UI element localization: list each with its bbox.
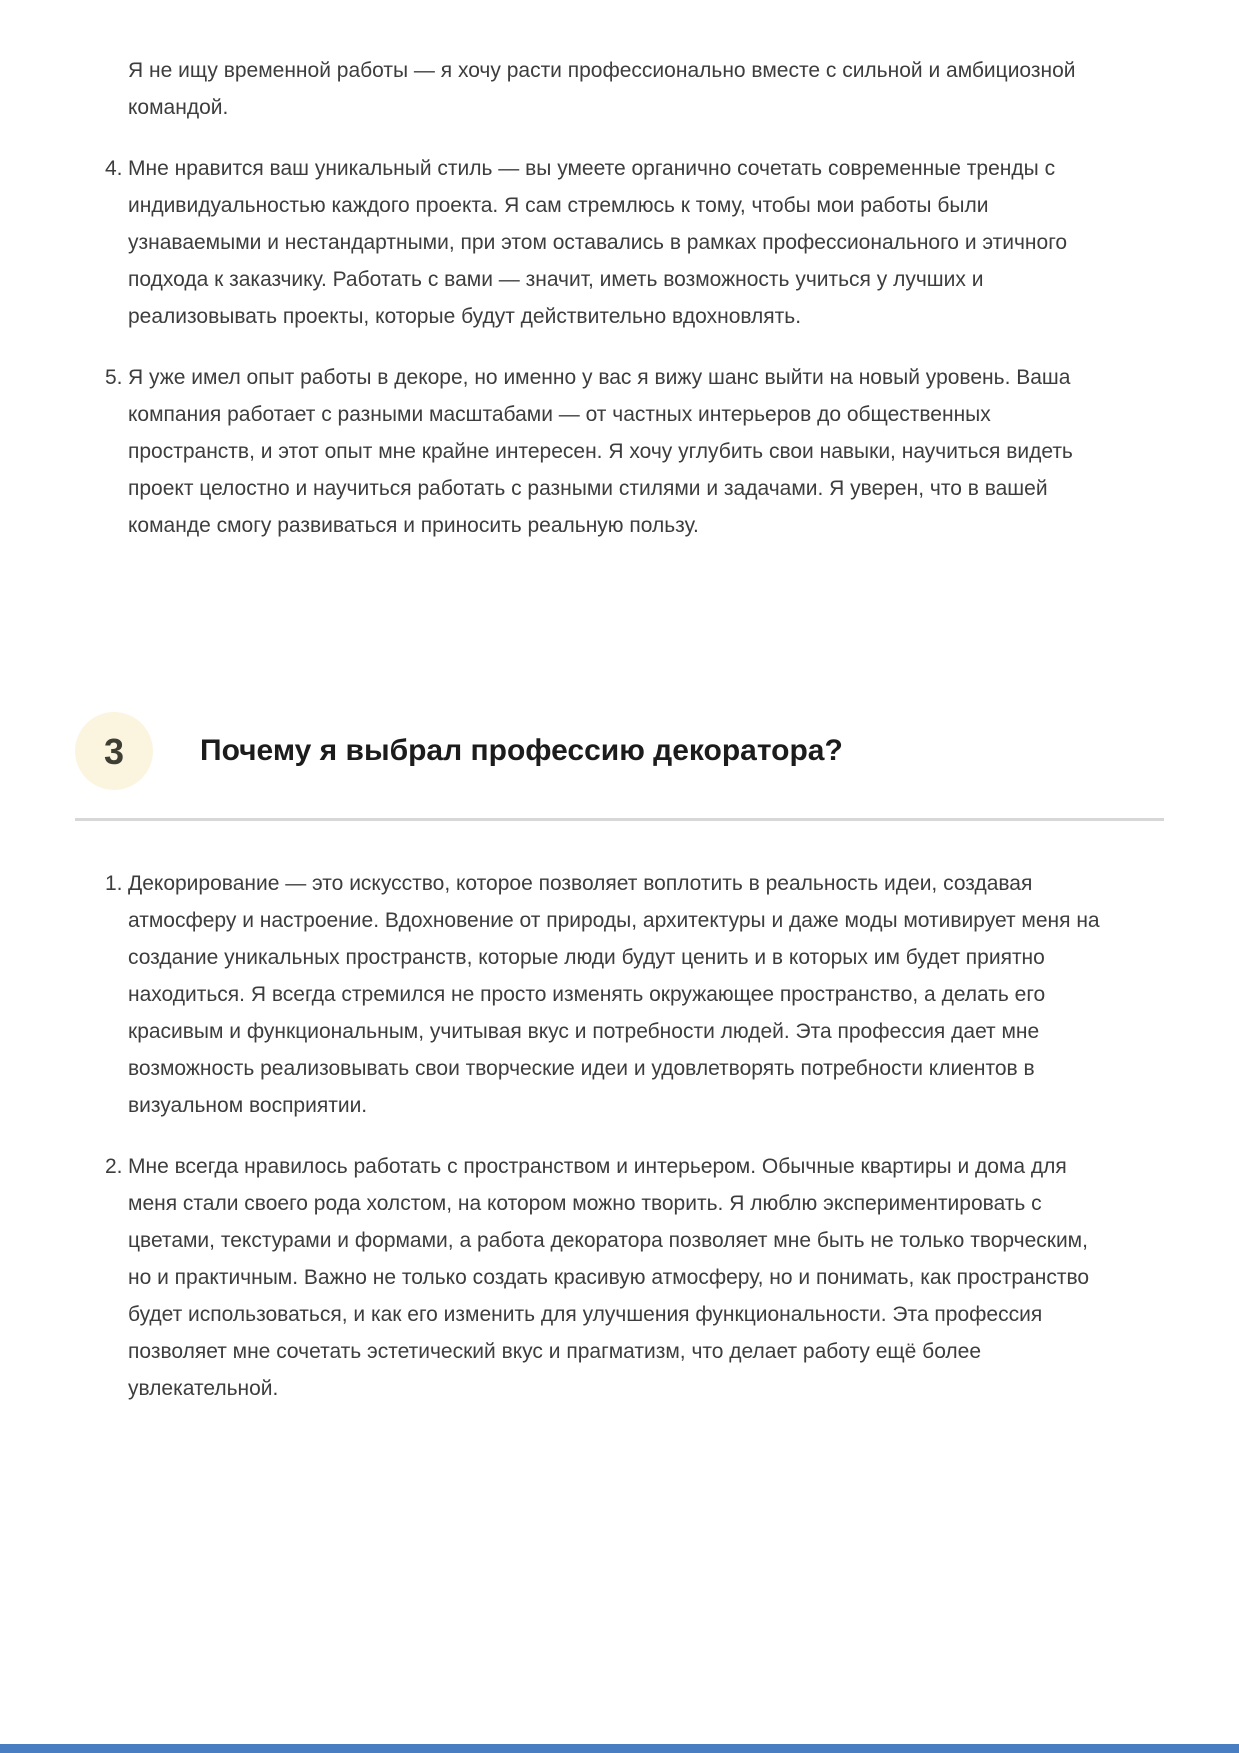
list-item-text: Декорирование — это искусство, которое позволяет воплотить в реальность идеи, создавая атмосферу и настроение. Вдохновение от природы, архитектуры и даже моды мотивирует меня на создание уникальных пространств, которые люди будут ценить и в которых им будет приятно находиться. Я всегда стремился не просто изменять окружающее пространство, а делать его красивым и функциональным, учитывая вкус и потребности людей. Эта профессия дает мне возможность реализовывать свои творческие идеи и удовлетворять потребности клиентов в визуальном восприятии. <box>128 872 1100 1117</box>
bottom-accent-bar <box>0 1744 1239 1753</box>
section-divider <box>75 818 1164 821</box>
list-item-marker: 4. <box>105 157 123 180</box>
numbered-list-upper <box>0 150 1239 544</box>
list-item-marker: 1. <box>105 872 123 895</box>
list-item-text: Мне всегда нравилось работать с пространством и интерьером. Обычные квартиры и дома для меня стали своего рода холстом, на котором можно творить. Я люблю экспериментировать с цветами, текстурами и формами, а работа декоратора позволяет мне быть не только творческим, но и практичным. Важно не только создать красивую атмосферу, но и понимать, как пространство будет использоваться, и как его изменить для улучшения функциональности. Эта профессия позволяет мне сочетать эстетический вкус и прагматизм, что делает работу ещё более увлекательной. <box>128 1155 1090 1400</box>
list-item <box>105 359 1109 544</box>
list-item-marker: 2. <box>105 1155 123 1178</box>
list-item <box>105 865 1109 1124</box>
list-item <box>105 150 1109 335</box>
intro-paragraph: Я не ищу временной работы — я хочу расти профессионально вместе с сильной и амбициозной командой. <box>128 59 1076 119</box>
section-title: Почему я выбрал профессию декоратора? <box>200 734 843 767</box>
section-number-badge: 3 <box>75 712 153 790</box>
list-item <box>105 1148 1109 1407</box>
list-item-text: Я уже имел опыт работы в декоре, но именно у вас я вижу шанс выйти на новый уровень. Ваша компания работает с разными масштабами — от частных интерьеров до общественных пространств, и этот опыт мне крайне интересен. Я хочу углубить свои навыки, научиться видеть проект целостно и научиться работать с разными стилями и задачами. Я уверен, что в вашей команде смогу развиваться и приносить реальную пользу. <box>128 366 1073 537</box>
numbered-list-lower <box>0 865 1239 1407</box>
list-item-text: Мне нравится ваш уникальный стиль — вы умеете органично сочетать современные тренды с индивидуальностью каждого проекта. Я сам стремлюсь к тому, чтобы мои работы были узнаваемыми и нестандартными, при этом оставались в рамках профессионального и этичного подхода к заказчику. Работать с вами — значит, иметь возможность учиться у лучших и реализовывать проекты, которые будут действительно вдохновлять. <box>128 157 1068 328</box>
list-item-marker: 5. <box>105 366 123 389</box>
section-header <box>75 712 1164 790</box>
